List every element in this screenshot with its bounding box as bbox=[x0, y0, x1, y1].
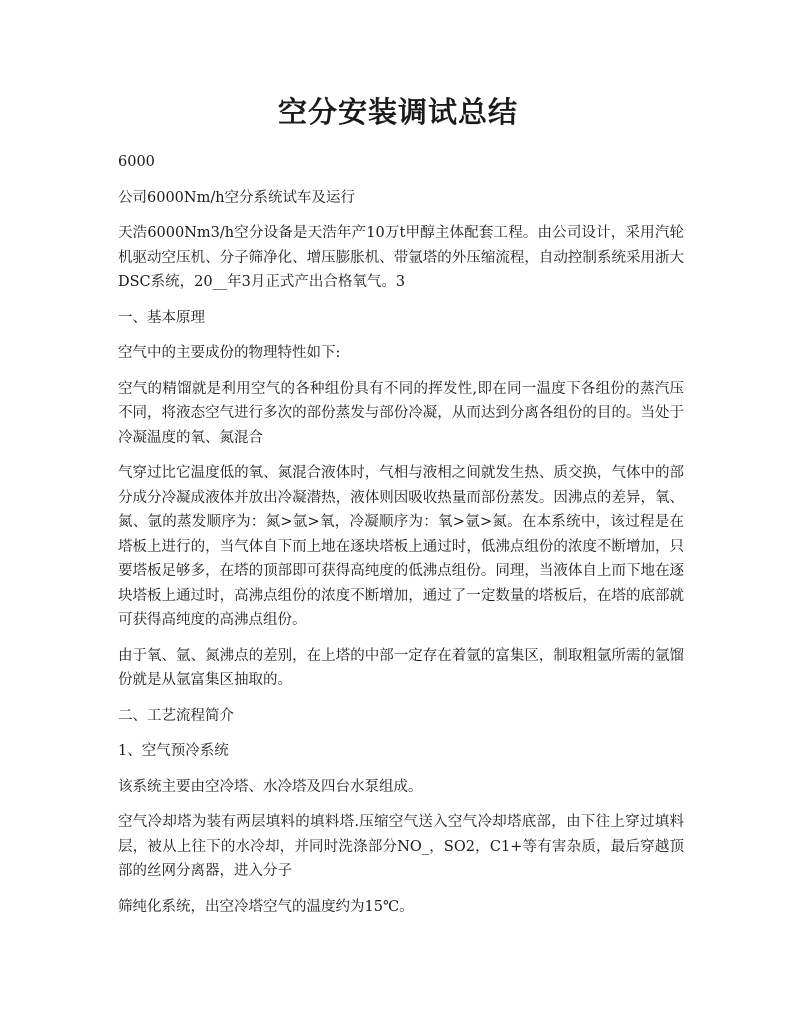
subsection-heading-precooling: 1、空气预冷系统 bbox=[118, 743, 229, 759]
paragraph-properties: 空气中的主要成份的物理特性如下: bbox=[118, 345, 341, 361]
paragraph-argon: 由于氧、氩、氮沸点的差别，在上塔的中部一定存在着氩的富集区，制取粗氩所需的氩馏份就是从氩富集区抽取的。 bbox=[118, 647, 684, 688]
paragraph-cooling-tower: 空气冷却塔为装有两层填料的填料塔.压缩空气送入空气冷却塔底部，由下往上穿过填料层，被从上往下的水冷却，并同时洗涤部分NO_，SO2，C1+等有害杂质，最后穿越顶部的丝网分离器，进入分子 bbox=[118, 814, 684, 879]
paragraph-subtitle: 公司6000Nm/h空分系统试车及运行 bbox=[118, 189, 356, 206]
paragraph-intro: 天浩6000Nm3/h空分设备是天浩年产10万t甲醇主体配套工程。由公司设计，采用汽轮机驱动空压机、分子筛净化、增压膨胀机、带氩塔的外压缩流程，自动控制系统采用浙大DSC系统，20__年3月正式产出合格氧气。3 bbox=[118, 225, 684, 290]
section-heading-process: 二、工艺流程简介 bbox=[118, 707, 234, 724]
section-heading-principle: 一、基本原理 bbox=[118, 309, 205, 326]
document-title: 空分安装调试总结 bbox=[277, 95, 518, 129]
document-body bbox=[118, 150, 684, 930]
paragraph-heading-number: 6000 bbox=[118, 154, 155, 170]
paragraph-system-components: 该系统主要由空冷塔、水冷塔及四台水泵组成。 bbox=[118, 778, 423, 795]
paragraph-purification: 筛纯化系统，出空冷塔空气的温度约为15℃。 bbox=[118, 898, 414, 915]
paragraph-exchange: 气穿过比它温度低的氧、氮混合液体时，气相与液相之间就发生热、质交换，气体中的部分成分冷凝成液体并放出冷凝潜热，液体则因吸收热量而部份蒸发。因沸点的差异，氧、氮、氩的蒸发顺序为：氮>氩>氧，冷凝顺序为：氧>氩>氮。在本系统中，该过程是在塔板上进行的，当气体自下而上地在逐块塔板上通过时，低沸点组份的浓度不断增加，只要塔板足够多，在塔的顶部即可获得高纯度的低沸点组份。同理，当液体自上而下地在逐块塔板上通过时，高沸点组份的浓度不断增加，通过了一定数量的塔板后，在塔的底部就可获得高纯度的高沸点组份。 bbox=[118, 465, 684, 628]
paragraph-distillation: 空气的精馏就是利用空气的各种组份具有不同的挥发性,即在同一温度下各组份的蒸汽压不同，将液态空气进行多次的部份蒸发与部份冷凝，从而达到分离各组份的目的。当处于冷凝温度的氧、氮混合 bbox=[118, 380, 684, 446]
